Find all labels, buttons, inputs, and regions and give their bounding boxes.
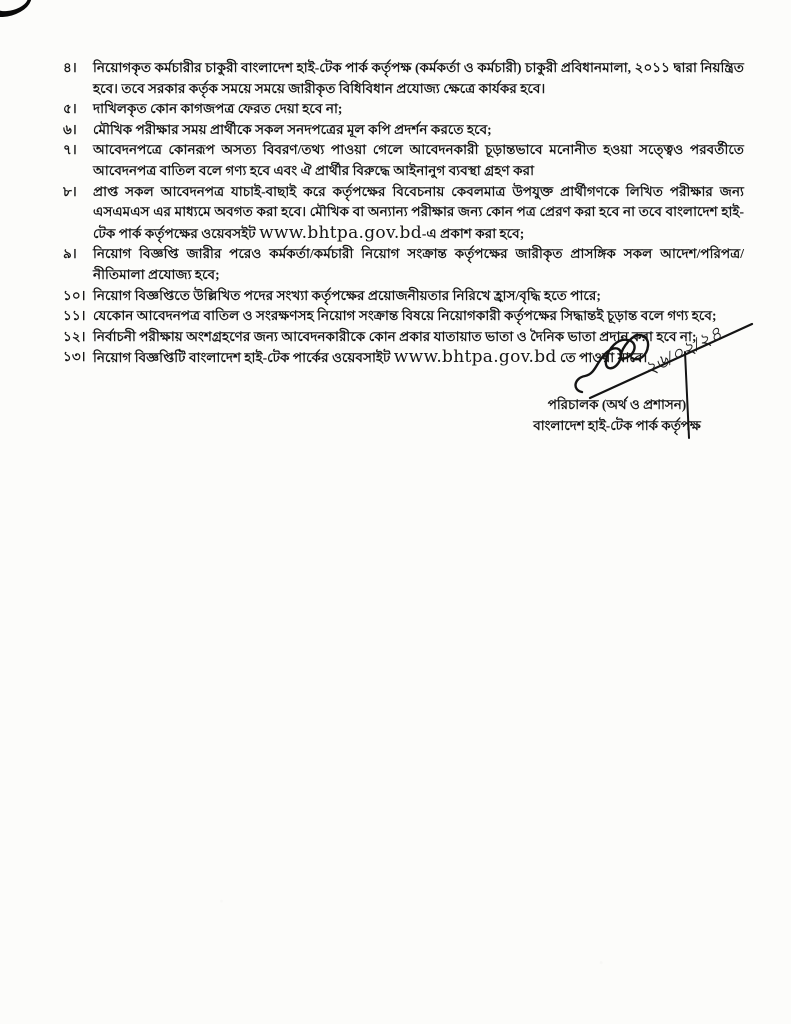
item-text-pre: আবেদনপত্রে কোনরূপ অসত্য বিবরণ/তথ্য পাওয়া গেলে আবেদনকারী চূড়ান্তভাবে মনোনীত হওয়া সত্ত্বেও পরবর্তীতে আবেদনপত্র বাতিল বলে গণ্য হবে এবং ঐ প্রার্থীর বিরুদ্ধে আইনানুগ ব্যবস্থা গ্রহণ করা xyxy=(93,142,744,178)
website-url-text: www.bhtpa.gov.bd xyxy=(393,347,557,368)
item-text xyxy=(93,182,744,245)
item-text xyxy=(93,327,744,348)
item-text-pre: নিয়োগ বিজ্ঞপ্তিটি বাংলাদেশ হাই-টেক পার্কের ওয়েবসাইট xyxy=(93,350,394,366)
item-text-post: -এ প্রকাশ করা হবে; xyxy=(421,225,525,241)
item-text-pre: নির্বাচনী পরীক্ষায় অংশগ্রহণের জন্য আবেদনকারীকে কোন প্রকার যাতায়াত ভাতা ও দৈনিক ভাতা প্রদান করা হবে না; xyxy=(93,328,697,344)
item-text-pre: নিয়োগ বিজ্ঞপ্তি জারীর পরেও কর্মকর্তা/কর্মচারী নিয়োগ সংক্রান্ত কর্তৃপক্ষের জারীকৃত প্রাসঙ্গিক সকল আদেশ/পরিপত্র/নীতিমালা প্রযোজ্য হবে; xyxy=(93,246,744,282)
item-number: ৮। xyxy=(63,183,77,199)
designation-title: পরিচালক (অর্থ ও প্রশাসন) xyxy=(547,397,687,412)
list-item xyxy=(63,140,744,181)
item-text-pre: নিয়োগকৃত কর্মচারীর চাকুরী বাংলাদেশ হাই-টেক পার্ক কর্তৃপক্ষ (কর্মকর্তা ও কর্মচারী) চাকুরী প্রবিধানমালা, ২০১১ দ্বারা নিয়ন্ত্রিত হবে। তবে সরকার কর্তৃক সময়ে সময়ে জারীকৃত বিধিবিধান প্রযোজ্য ক্ষেত্রে কার্যকর হবে। xyxy=(93,60,744,96)
designation-organization: বাংলাদেশ হাই-টেক পার্ক কর্তৃপক্ষ xyxy=(533,418,701,433)
item-text-post: তে পাওয়া যাবে। xyxy=(556,350,648,366)
signature-date: ২৬/০২/২৪ xyxy=(640,323,726,381)
list-item xyxy=(63,99,744,120)
terms-list xyxy=(63,58,744,369)
signatory-designation xyxy=(510,394,724,436)
item-text xyxy=(93,244,744,285)
item-number: ৪। xyxy=(63,60,77,75)
list-item xyxy=(63,182,744,245)
list-item xyxy=(63,120,744,141)
list-item xyxy=(63,286,744,307)
item-number: ১১। xyxy=(63,308,86,324)
item-text-pre: দাখিলকৃত কোন কাগজপত্র ফেরত দেয়া হবে না; xyxy=(93,101,343,117)
list-item xyxy=(63,244,744,285)
item-number: ১৩। xyxy=(63,349,86,365)
item-number: ১০। xyxy=(63,287,86,303)
item-text-pre: নিয়োগ বিজ্ঞপ্তিতে উল্লিখিত পদের সংখ্যা কর্তৃপক্ষের প্রয়োজনীয়তার নিরিখে হ্রাস/বৃদ্ধি হতে পারে; xyxy=(93,287,601,303)
item-text xyxy=(93,347,744,369)
list-item xyxy=(63,306,744,327)
item-text-pre: যেকোন আবেদনপত্র বাতিল ও সংরক্ষণসহ নিয়োগ সংক্রান্ত বিষয়ে নিয়োগকারী কর্তৃপক্ষের সিদ্ধান্তই চূড়ান্ত বলে গণ্য হবে; xyxy=(93,308,717,324)
item-text xyxy=(93,99,744,120)
item-number: ১২। xyxy=(63,328,86,344)
item-text xyxy=(93,286,744,307)
website-url-text: www.bhtpa.gov.bd xyxy=(259,222,422,243)
item-text-pre: প্রাপ্ত সকল আবেদনপত্র যাচাই-বাছাই করে কর্তৃপক্ষের বিবেচনায় কেবলমাত্র উপযুক্ত প্রার্থীগণকে লিখিত পরীক্ষার জন্য এসএমএস এর মাধ্যমে অবগত করা হবে। মৌখিক বা অন্যান্য পরীক্ষার জন্য কোন পত্র প্রেরণ করা হবে না তবে বাংলাদেশ হাই-টেক পার্ক কর্তৃপক্ষের ওয়েবসইট xyxy=(93,183,744,241)
list-item xyxy=(63,347,744,369)
list-item xyxy=(63,58,744,99)
list-item xyxy=(63,327,744,348)
scan-smudge-artifact xyxy=(0,0,35,22)
item-text-pre: মৌখিক পরীক্ষার সময় প্রার্থীকে সকল সনদপত্রের মূল কপি প্রদর্শন করতে হবে; xyxy=(93,121,492,137)
item-number: ৬। xyxy=(63,121,77,137)
item-number: ৫। xyxy=(63,101,77,117)
item-text xyxy=(93,306,744,327)
item-number: ৭। xyxy=(63,142,77,158)
item-number: ৯। xyxy=(63,246,77,262)
item-text xyxy=(93,120,744,141)
item-text xyxy=(93,140,744,181)
item-text xyxy=(93,58,744,99)
